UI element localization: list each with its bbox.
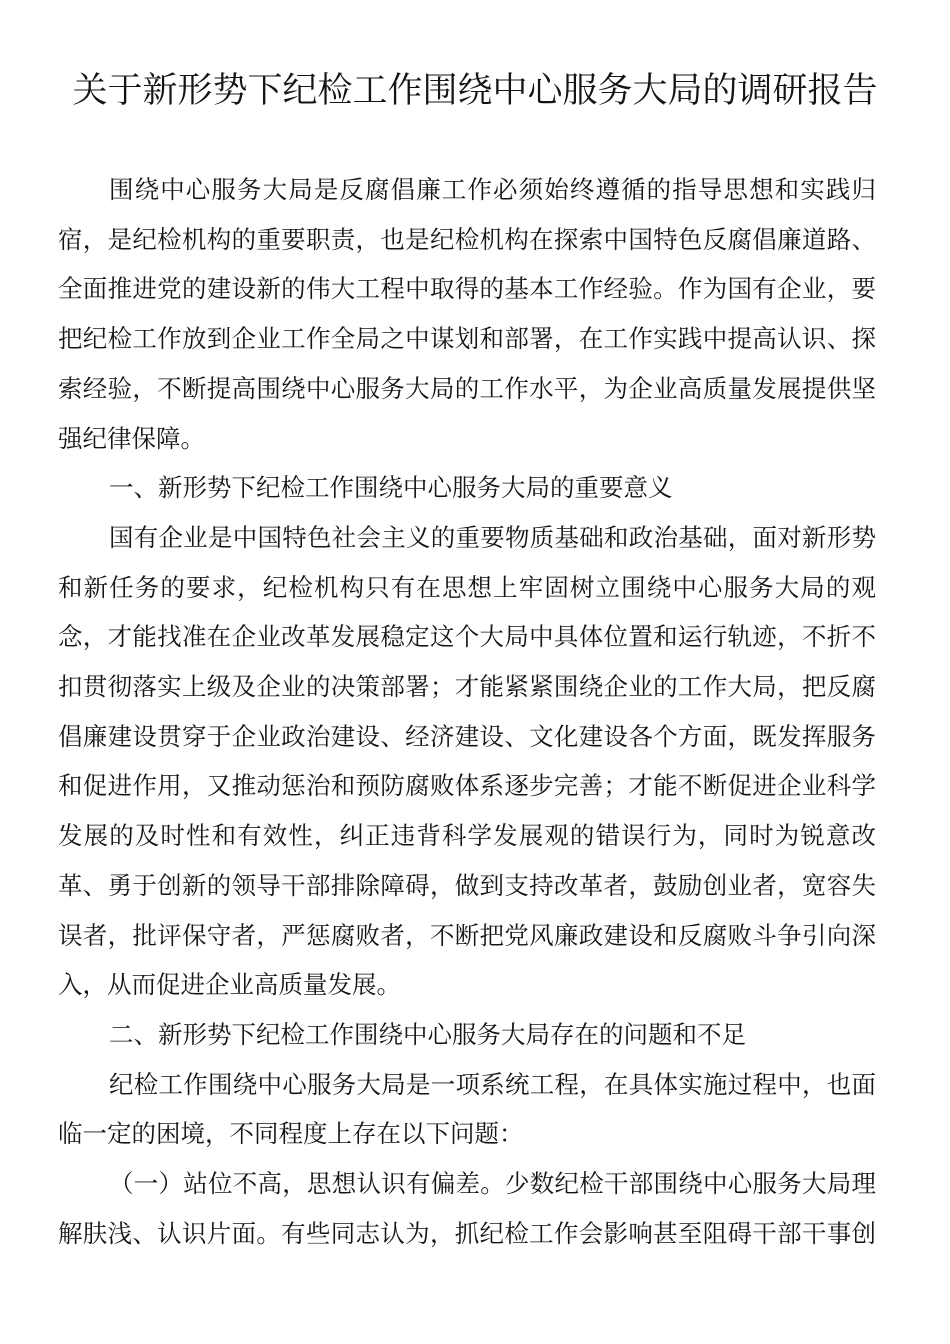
paragraph-line: 念，才能找准在企业改革发展稳定这个大局中具体位置和运行轨迹，不折不	[58, 622, 876, 651]
paragraph-line: 扣贯彻落实上级及企业的决策部署；才能紧紧围绕企业的工作大局，把反腐	[58, 672, 876, 701]
section-heading-2: 二、新形势下纪检工作围绕中心服务大局存在的问题和不足	[109, 1020, 746, 1049]
paragraph-line: 误者，批评保守者，严惩腐败者，不断把党风廉政建设和反腐败斗争引向深	[58, 921, 876, 950]
paragraph-line: 国有企业是中国特色社会主义的重要物质基础和政治基础，面对新形势	[109, 523, 876, 552]
paragraph-line: 解肤浅、认识片面。有些同志认为，抓纪检工作会影响甚至阻碍干部干事创	[58, 1219, 876, 1248]
paragraph-line: 纪检工作围绕中心服务大局是一项系统工程，在具体实施过程中，也面	[109, 1070, 876, 1099]
paragraph-line: 临一定的困境，不同程度上存在以下问题：	[58, 1119, 524, 1148]
paragraph-line: （一）站位不高，思想认识有偏差。少数纪检干部围绕中心服务大局理	[109, 1169, 876, 1198]
paragraph-line: 把纪检工作放到企业工作全局之中谋划和部署，在工作实践中提高认识、探	[58, 324, 876, 353]
paragraph-line: 全面推进党的建设新的伟大工程中取得的基本工作经验。作为国有企业，要	[58, 274, 876, 303]
paragraph-line: 和促进作用，又推动惩治和预防腐败体系逐步完善；才能不断促进企业科学	[58, 771, 876, 800]
paragraph-line: 强纪律保障。	[58, 424, 205, 453]
paragraph-line: 发展的及时性和有效性，纠正违背科学发展观的错误行为，同时为锐意改	[58, 821, 876, 850]
paragraph-line: 革、勇于创新的领导干部排除障碍，做到支持改革者，鼓励创业者，宽容失	[58, 871, 876, 900]
section-heading-1: 一、新形势下纪检工作围绕中心服务大局的重要意义	[109, 473, 673, 502]
paragraph-line: 入，从而促进企业高质量发展。	[58, 970, 401, 999]
paragraph-line: 围绕中心服务大局是反腐倡廉工作必须始终遵循的指导思想和实践归	[109, 175, 876, 204]
paragraph-line: 倡廉建设贯穿于企业政治建设、经济建设、文化建设各个方面，既发挥服务	[58, 722, 876, 751]
paragraph-line: 宿，是纪检机构的重要职责，也是纪检机构在探索中国特色反腐倡廉道路、	[58, 225, 876, 254]
paragraph-line: 和新任务的要求，纪检机构只有在思想上牢固树立围绕中心服务大局的观	[58, 573, 876, 602]
paragraph-line: 索经验，不断提高围绕中心服务大局的工作水平，为企业高质量发展提供坚	[58, 374, 876, 403]
document-title: 关于新形势下纪检工作围绕中心服务大局的调研报告	[72, 71, 878, 111]
